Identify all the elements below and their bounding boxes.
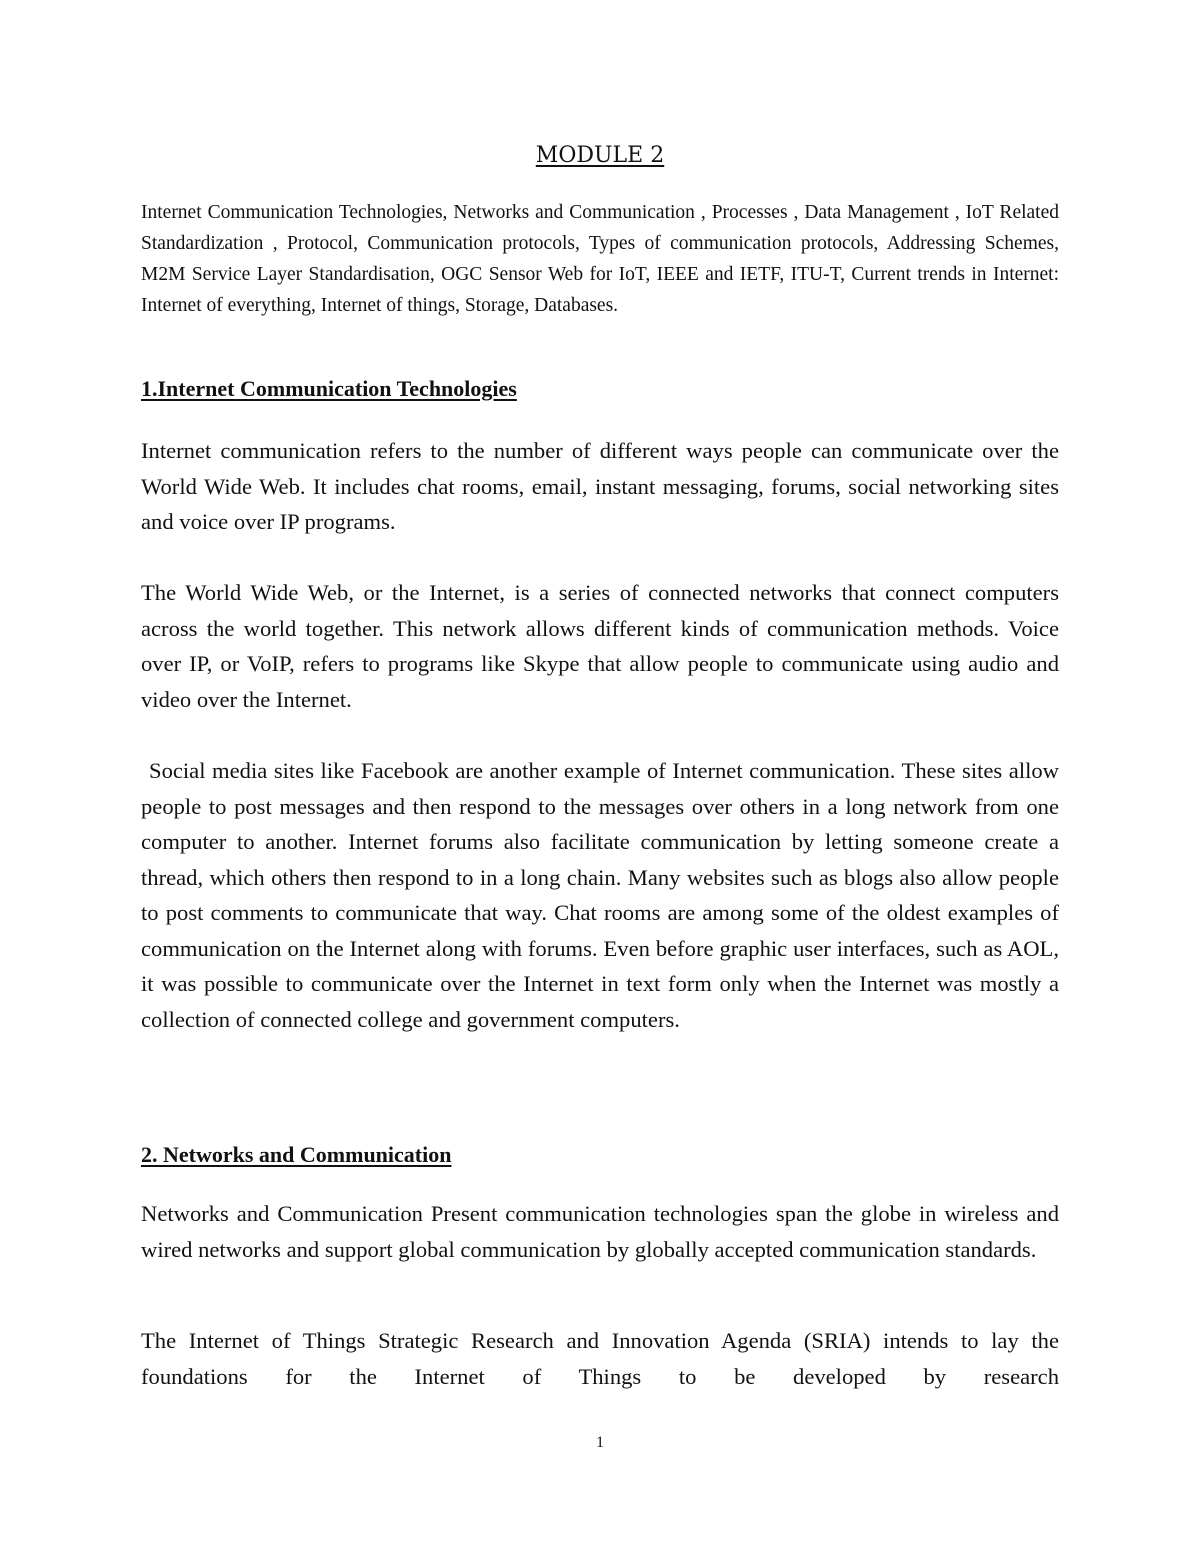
module-title: MODULE 2 — [535, 143, 665, 168]
section-1-paragraph-1: Internet communication refers to the number of different ways people can communicate over the World Wide Web. It includes chat rooms, email, instant messaging, forums, social networking sites and voice over IP programs. — [141, 438, 1059, 534]
section-heading-internet-communication-technologies: 1.Internet Communication Technologies — [141, 376, 517, 401]
page-number: 1 — [596, 1434, 604, 1451]
topics-list: Internet Communication Technologies, Networks and Communication , Processes , Data Management , IoT Related Standardization , Protocol, Communication protocols, Types of communication protocols, Addressing Schemes, M2M Service Layer Standardisation, OGC Sensor Web for IoT, IEEE and IETF, ITU-T, Current trends in Internet: Internet of everything, Internet of things, Storage, Databases. — [141, 202, 1059, 316]
section-2-paragraph-1: Networks and Communication Present communication technologies span the globe in wireless and wired networks and support global communication by globally accepted communication standards. — [141, 1201, 1059, 1262]
section-1-paragraph-3: Social media sites like Facebook are another example of Internet communication. These sites allow people to post messages and then respond to the messages over others in a long network from one computer to another. Internet forums also facilitate communication by letting someone create a thread, which others then respond to in a long chain. Many websites such as blogs also allow people to post comments to communicate that way. Chat rooms are among some of the oldest examples of communication on the Internet along with forums. Even before graphic user interfaces, such as AOL, it was possible to communicate over the Internet in text form only when the Internet was mostly a collection of connected college and government computers. — [141, 758, 1059, 1032]
section-2-paragraph-2: The Internet of Things Strategic Research and Innovation Agenda (SRIA) intends to lay the foundations for the Internet of Things to be developed by research — [141, 1328, 1059, 1389]
section-1-paragraph-2: The World Wide Web, or the Internet, is a series of connected networks that connect computers across the world together. This network allows different kinds of communication methods. Voice over IP, or VoIP, refers to programs like Skype that allow people to communicate using audio and video over the Internet. — [141, 580, 1059, 712]
section-heading-networks-and-communication: 2. Networks and Communication — [141, 1142, 452, 1167]
